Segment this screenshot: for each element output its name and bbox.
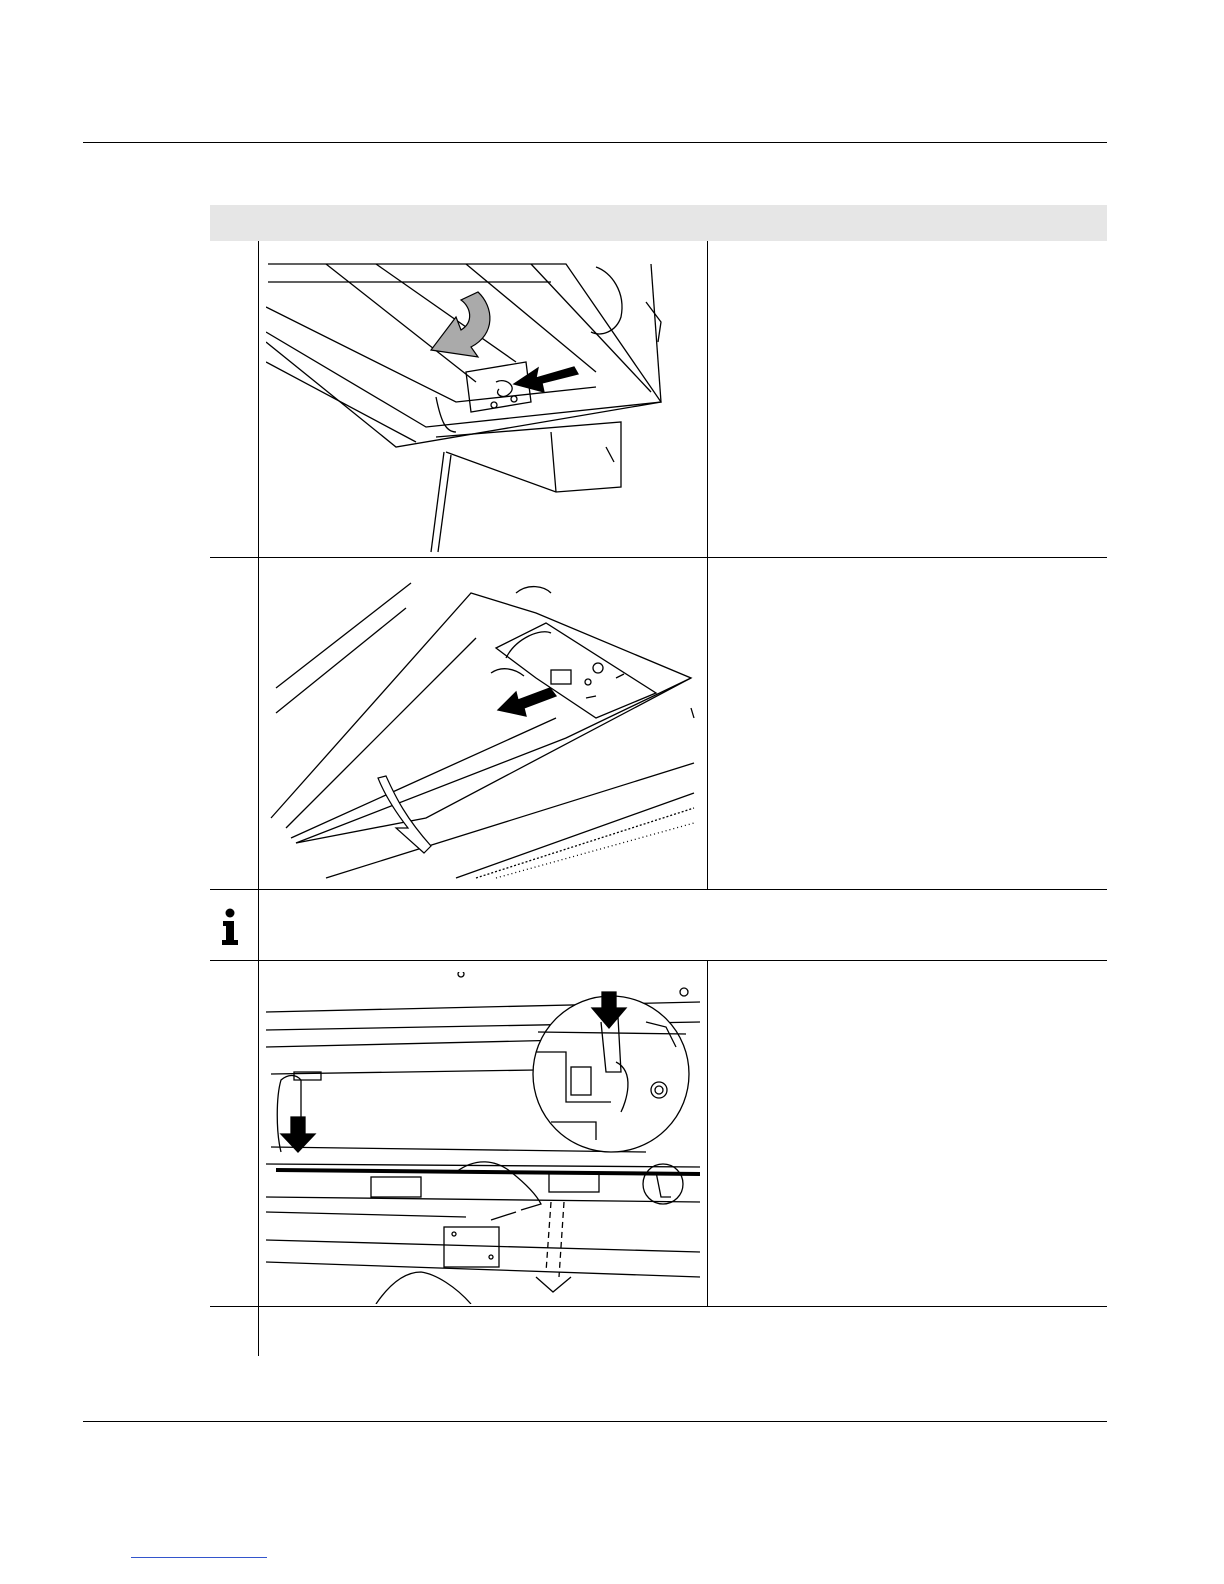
illustration-roll-insert	[266, 972, 700, 1304]
footer-link-underline[interactable]	[131, 1557, 267, 1558]
header-rule	[83, 142, 1107, 143]
row-divider	[210, 1306, 1107, 1307]
row-divider	[210, 889, 1107, 890]
illustration-tray-slide	[266, 578, 698, 883]
illustration-cover-release	[266, 262, 692, 554]
table-header	[210, 205, 1107, 241]
row-divider	[210, 557, 1107, 558]
row-divider	[210, 960, 1107, 961]
footer-rule	[83, 1421, 1107, 1422]
step-column-divider	[258, 241, 259, 1356]
image-column-divider	[707, 241, 708, 889]
image-column-divider-2	[707, 960, 708, 1306]
info-icon	[219, 908, 241, 946]
